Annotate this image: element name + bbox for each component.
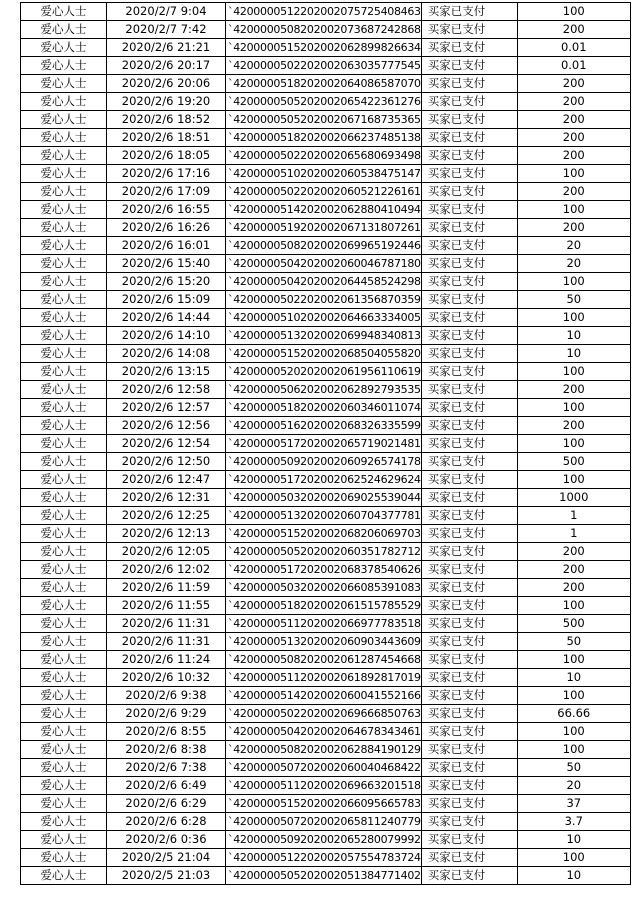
order-number-cell: `4200000507202002060040468422 (226, 759, 422, 777)
payment-status-cell: 买家已支付 (421, 777, 517, 795)
amount-cell: 100 (517, 723, 630, 741)
table-row (21, 687, 631, 705)
amount-cell: 200 (517, 93, 630, 111)
table-row (21, 435, 631, 453)
donor-name-cell: 爱心人士 (21, 759, 107, 777)
table-row (21, 363, 631, 381)
amount-cell: 10 (517, 345, 630, 363)
payment-time-cell: 2020/2/6 8:38 (107, 741, 226, 759)
donor-name-cell: 爱心人士 (21, 723, 107, 741)
payment-status-cell: 买家已支付 (421, 831, 517, 849)
payment-time-cell: 2020/2/7 7:42 (107, 21, 226, 39)
order-number-cell: `4200000508202002062884190129 (226, 741, 422, 759)
payment-status-cell: 买家已支付 (421, 21, 517, 39)
donor-name-cell: 爱心人士 (21, 291, 107, 309)
payment-status-cell: 买家已支付 (421, 129, 517, 147)
payment-time-cell: 2020/2/6 11:55 (107, 597, 226, 615)
order-number-cell: `4200000518202002064086587070 (226, 75, 422, 93)
payment-status-cell: 买家已支付 (421, 147, 517, 165)
donor-name-cell: 爱心人士 (21, 327, 107, 345)
order-number-cell: `4200000502202002063035777545 (226, 57, 422, 75)
payment-status-cell: 买家已支付 (421, 489, 517, 507)
donor-name-cell: 爱心人士 (21, 363, 107, 381)
table-row (21, 579, 631, 597)
payment-time-cell: 2020/2/6 17:09 (107, 183, 226, 201)
payment-time-cell: 2020/2/6 11:31 (107, 633, 226, 651)
table-row (21, 417, 631, 435)
donor-name-cell: 爱心人士 (21, 39, 107, 57)
order-number-cell: `4200000519202002067131807261 (226, 219, 422, 237)
amount-cell: 200 (517, 75, 630, 93)
payment-status-cell: 买家已支付 (421, 309, 517, 327)
donor-name-cell: 爱心人士 (21, 867, 107, 885)
donor-name-cell: 爱心人士 (21, 777, 107, 795)
payment-status-cell: 买家已支付 (421, 3, 517, 21)
table-row (21, 705, 631, 723)
payment-time-cell: 2020/2/5 21:04 (107, 849, 226, 867)
payment-time-cell: 2020/2/6 12:02 (107, 561, 226, 579)
order-number-cell: `4200000508202002069965192446 (226, 237, 422, 255)
payment-time-cell: 2020/2/6 9:38 (107, 687, 226, 705)
payment-status-cell: 买家已支付 (421, 435, 517, 453)
table-row (21, 75, 631, 93)
payment-time-cell: 2020/2/6 21:21 (107, 39, 226, 57)
order-number-cell: `4200000505202002067168735365 (226, 111, 422, 129)
table-row (21, 525, 631, 543)
payment-status-cell: 买家已支付 (421, 687, 517, 705)
payment-time-cell: 2020/2/6 6:49 (107, 777, 226, 795)
payment-status-cell: 买家已支付 (421, 651, 517, 669)
payment-time-cell: 2020/2/6 12:13 (107, 525, 226, 543)
donor-name-cell: 爱心人士 (21, 489, 107, 507)
payment-status-cell: 买家已支付 (421, 75, 517, 93)
order-number-cell: `4200000518202002066237485138 (226, 129, 422, 147)
table-row (21, 453, 631, 471)
table-row (21, 93, 631, 111)
payment-status-cell: 买家已支付 (421, 273, 517, 291)
donor-name-cell: 爱心人士 (21, 741, 107, 759)
amount-cell: 200 (517, 21, 630, 39)
order-number-cell: `4200000517202002062524629624 (226, 471, 422, 489)
donor-name-cell: 爱心人士 (21, 471, 107, 489)
donor-name-cell: 爱心人士 (21, 435, 107, 453)
donor-name-cell: 爱心人士 (21, 417, 107, 435)
donor-name-cell: 爱心人士 (21, 345, 107, 363)
payment-time-cell: 2020/2/6 12:50 (107, 453, 226, 471)
order-number-cell: `4200000518202002061515785529 (226, 597, 422, 615)
order-number-cell: `4200000513202002060704377781 (226, 507, 422, 525)
amount-cell: 20 (517, 255, 630, 273)
amount-cell: 50 (517, 291, 630, 309)
table-row (21, 39, 631, 57)
payment-status-cell: 买家已支付 (421, 633, 517, 651)
payment-time-cell: 2020/2/6 14:44 (107, 309, 226, 327)
donor-name-cell: 爱心人士 (21, 165, 107, 183)
amount-cell: 100 (517, 651, 630, 669)
order-number-cell: `4200000517202002065719021481 (226, 435, 422, 453)
payment-time-cell: 2020/2/6 12:56 (107, 417, 226, 435)
order-number-cell: `4200000502202002061356870359 (226, 291, 422, 309)
payment-status-cell: 买家已支付 (421, 741, 517, 759)
payment-time-cell: 2020/2/6 14:08 (107, 345, 226, 363)
amount-cell: 100 (517, 435, 630, 453)
order-number-cell: `4200000513202002060903443609 (226, 633, 422, 651)
payment-status-cell: 买家已支付 (421, 201, 517, 219)
order-number-cell: `4200000506202002062892793535 (226, 381, 422, 399)
payment-time-cell: 2020/2/6 16:26 (107, 219, 226, 237)
donor-name-cell: 爱心人士 (21, 111, 107, 129)
payment-status-cell: 买家已支付 (421, 381, 517, 399)
payment-time-cell: 2020/2/6 18:52 (107, 111, 226, 129)
donor-name-cell: 爱心人士 (21, 813, 107, 831)
order-number-cell: `4200000514202002060041552166 (226, 687, 422, 705)
table-row (21, 849, 631, 867)
table-row (21, 399, 631, 417)
amount-cell: 200 (517, 417, 630, 435)
payment-time-cell: 2020/2/6 0:36 (107, 831, 226, 849)
payment-time-cell: 2020/2/6 14:10 (107, 327, 226, 345)
amount-cell: 100 (517, 165, 630, 183)
payment-status-cell: 买家已支付 (421, 417, 517, 435)
table-row (21, 507, 631, 525)
payment-time-cell: 2020/2/6 10:32 (107, 669, 226, 687)
amount-cell: 200 (517, 147, 630, 165)
donor-name-cell: 爱心人士 (21, 129, 107, 147)
donor-name-cell: 爱心人士 (21, 237, 107, 255)
payment-time-cell: 2020/2/6 7:38 (107, 759, 226, 777)
table-row (21, 3, 631, 21)
amount-cell: 10 (517, 831, 630, 849)
order-number-cell: `4200000503202002066085391083 (226, 579, 422, 597)
payment-status-cell: 买家已支付 (421, 849, 517, 867)
payment-status-cell: 买家已支付 (421, 597, 517, 615)
payment-status-cell: 买家已支付 (421, 219, 517, 237)
payment-status-cell: 买家已支付 (421, 615, 517, 633)
payment-time-cell: 2020/2/6 12:54 (107, 435, 226, 453)
payment-time-cell: 2020/2/6 15:40 (107, 255, 226, 273)
amount-cell: 1 (517, 507, 630, 525)
donor-name-cell: 爱心人士 (21, 669, 107, 687)
table-row (21, 327, 631, 345)
donor-name-cell: 爱心人士 (21, 597, 107, 615)
order-number-cell: `4200000518202002060346011074 (226, 399, 422, 417)
donor-name-cell: 爱心人士 (21, 849, 107, 867)
table-row (21, 309, 631, 327)
amount-cell: 200 (517, 219, 630, 237)
payment-time-cell: 2020/2/6 18:51 (107, 129, 226, 147)
table-row (21, 345, 631, 363)
payment-time-cell: 2020/2/6 8:55 (107, 723, 226, 741)
order-number-cell: `4200000505202002065422361276 (226, 93, 422, 111)
amount-cell: 100 (517, 3, 630, 21)
donor-name-cell: 爱心人士 (21, 543, 107, 561)
payment-status-cell: 买家已支付 (421, 237, 517, 255)
order-number-cell: `4200000510202002060538475147 (226, 165, 422, 183)
table-row (21, 669, 631, 687)
donor-name-cell: 爱心人士 (21, 399, 107, 417)
amount-cell: 100 (517, 741, 630, 759)
payment-status-cell: 买家已支付 (421, 57, 517, 75)
payment-status-cell: 买家已支付 (421, 39, 517, 57)
amount-cell: 50 (517, 633, 630, 651)
table-row (21, 21, 631, 39)
table-row (21, 147, 631, 165)
order-number-cell: `4200000511202002061892817019 (226, 669, 422, 687)
donor-name-cell: 爱心人士 (21, 219, 107, 237)
payment-status-cell: 买家已支付 (421, 165, 517, 183)
table-row (21, 723, 631, 741)
table-row (21, 273, 631, 291)
payment-time-cell: 2020/2/6 16:01 (107, 237, 226, 255)
payment-time-cell: 2020/2/6 9:29 (107, 705, 226, 723)
payment-time-cell: 2020/2/6 6:28 (107, 813, 226, 831)
payment-time-cell: 2020/2/6 19:20 (107, 93, 226, 111)
order-number-cell: `4200000520202002061956110619 (226, 363, 422, 381)
amount-cell: 37 (517, 795, 630, 813)
payment-status-cell: 买家已支付 (421, 399, 517, 417)
order-number-cell: `4200000512202002075725408463 (226, 3, 422, 21)
donor-name-cell: 爱心人士 (21, 795, 107, 813)
amount-cell: 100 (517, 273, 630, 291)
order-number-cell: `4200000510202002064663334005 (226, 309, 422, 327)
payment-status-cell: 买家已支付 (421, 813, 517, 831)
donor-name-cell: 爱心人士 (21, 147, 107, 165)
amount-cell: 200 (517, 129, 630, 147)
amount-cell: 1000 (517, 489, 630, 507)
table-row (21, 237, 631, 255)
table-row (21, 813, 631, 831)
order-number-cell: `4200000517202002068378540626 (226, 561, 422, 579)
order-number-cell: `4200000507202002065811240779 (226, 813, 422, 831)
payment-status-cell: 买家已支付 (421, 705, 517, 723)
amount-cell: 50 (517, 759, 630, 777)
table-body (21, 3, 631, 885)
payment-time-cell: 2020/2/6 12:47 (107, 471, 226, 489)
table-row (21, 111, 631, 129)
payment-time-cell: 2020/2/6 11:59 (107, 579, 226, 597)
order-number-cell: `4200000504202002060046787180 (226, 255, 422, 273)
order-number-cell: `4200000508202002061287454668 (226, 651, 422, 669)
payment-time-cell: 2020/2/6 13:15 (107, 363, 226, 381)
amount-cell: 0.01 (517, 57, 630, 75)
amount-cell: 100 (517, 687, 630, 705)
order-number-cell: `4200000503202002069025539044 (226, 489, 422, 507)
amount-cell: 200 (517, 111, 630, 129)
payment-time-cell: 2020/2/6 11:31 (107, 615, 226, 633)
payment-time-cell: 2020/2/6 20:17 (107, 57, 226, 75)
payment-status-cell: 买家已支付 (421, 453, 517, 471)
order-number-cell: `4200000515202002062899826634 (226, 39, 422, 57)
donor-name-cell: 爱心人士 (21, 705, 107, 723)
donation-record-table (20, 2, 631, 885)
table-row (21, 633, 631, 651)
donor-name-cell: 爱心人士 (21, 273, 107, 291)
table-row (21, 867, 631, 885)
amount-cell: 20 (517, 777, 630, 795)
payment-status-cell: 买家已支付 (421, 543, 517, 561)
table-row (21, 615, 631, 633)
payment-time-cell: 2020/2/6 12:57 (107, 399, 226, 417)
donor-name-cell: 爱心人士 (21, 831, 107, 849)
payment-time-cell: 2020/2/6 12:05 (107, 543, 226, 561)
table-row (21, 597, 631, 615)
donor-name-cell: 爱心人士 (21, 93, 107, 111)
donor-name-cell: 爱心人士 (21, 21, 107, 39)
donor-name-cell: 爱心人士 (21, 579, 107, 597)
amount-cell: 100 (517, 471, 630, 489)
amount-cell: 100 (517, 363, 630, 381)
amount-cell: 200 (517, 579, 630, 597)
order-number-cell: `4200000508202002073687242868 (226, 21, 422, 39)
payment-status-cell: 买家已支付 (421, 93, 517, 111)
donor-name-cell: 爱心人士 (21, 309, 107, 327)
table-row (21, 795, 631, 813)
order-number-cell: `4200000513202002069948340813 (226, 327, 422, 345)
amount-cell: 100 (517, 309, 630, 327)
amount-cell: 10 (517, 327, 630, 345)
order-number-cell: `4200000505202002060351782712 (226, 543, 422, 561)
order-number-cell: `4200000502202002060521226161 (226, 183, 422, 201)
donor-name-cell: 爱心人士 (21, 381, 107, 399)
payment-time-cell: 2020/2/6 18:05 (107, 147, 226, 165)
payment-status-cell: 买家已支付 (421, 507, 517, 525)
payment-status-cell: 买家已支付 (421, 867, 517, 885)
donor-name-cell: 爱心人士 (21, 3, 107, 21)
payment-status-cell: 买家已支付 (421, 795, 517, 813)
payment-status-cell: 买家已支付 (421, 255, 517, 273)
payment-time-cell: 2020/2/6 17:16 (107, 165, 226, 183)
amount-cell: 100 (517, 597, 630, 615)
donor-name-cell: 爱心人士 (21, 525, 107, 543)
amount-cell: 200 (517, 561, 630, 579)
amount-cell: 200 (517, 183, 630, 201)
payment-status-cell: 买家已支付 (421, 579, 517, 597)
donor-name-cell: 爱心人士 (21, 75, 107, 93)
donor-name-cell: 爱心人士 (21, 57, 107, 75)
amount-cell: 500 (517, 615, 630, 633)
payment-time-cell: 2020/2/6 11:24 (107, 651, 226, 669)
order-number-cell: `4200000514202002062880410494 (226, 201, 422, 219)
payment-time-cell: 2020/2/5 21:03 (107, 867, 226, 885)
order-number-cell: `4200000509202002060926574178 (226, 453, 422, 471)
donor-name-cell: 爱心人士 (21, 687, 107, 705)
payment-time-cell: 2020/2/6 6:29 (107, 795, 226, 813)
donor-name-cell: 爱心人士 (21, 507, 107, 525)
donor-name-cell: 爱心人士 (21, 561, 107, 579)
payment-status-cell: 买家已支付 (421, 759, 517, 777)
payment-status-cell: 买家已支付 (421, 291, 517, 309)
table-row (21, 471, 631, 489)
amount-cell: 10 (517, 867, 630, 885)
order-number-cell: `4200000509202002065280079992 (226, 831, 422, 849)
donor-name-cell: 爱心人士 (21, 615, 107, 633)
order-number-cell: `4200000504202002064458524298 (226, 273, 422, 291)
payment-time-cell: 2020/2/6 12:31 (107, 489, 226, 507)
payment-time-cell: 2020/2/6 15:09 (107, 291, 226, 309)
amount-cell: 1 (517, 525, 630, 543)
payment-status-cell: 买家已支付 (421, 471, 517, 489)
payment-time-cell: 2020/2/6 20:06 (107, 75, 226, 93)
payment-time-cell: 2020/2/6 12:58 (107, 381, 226, 399)
amount-cell: 100 (517, 849, 630, 867)
amount-cell: 10 (517, 669, 630, 687)
amount-cell: 200 (517, 381, 630, 399)
donor-name-cell: 爱心人士 (21, 183, 107, 201)
payment-status-cell: 买家已支付 (421, 327, 517, 345)
payment-time-cell: 2020/2/6 16:55 (107, 201, 226, 219)
order-number-cell: `4200000504202002064678343461 (226, 723, 422, 741)
table-row (21, 651, 631, 669)
table-row (21, 489, 631, 507)
payment-status-cell: 买家已支付 (421, 363, 517, 381)
table-row (21, 129, 631, 147)
table-row (21, 381, 631, 399)
table-row (21, 561, 631, 579)
donor-name-cell: 爱心人士 (21, 201, 107, 219)
order-number-cell: `4200000505202002051384771402 (226, 867, 422, 885)
payment-status-cell: 买家已支付 (421, 525, 517, 543)
donor-name-cell: 爱心人士 (21, 453, 107, 471)
donor-name-cell: 爱心人士 (21, 651, 107, 669)
order-number-cell: `4200000502202002065680693498 (226, 147, 422, 165)
amount-cell: 500 (517, 453, 630, 471)
donor-name-cell: 爱心人士 (21, 633, 107, 651)
table-row (21, 183, 631, 201)
table-row (21, 759, 631, 777)
amount-cell: 3.7 (517, 813, 630, 831)
table-row (21, 291, 631, 309)
amount-cell: 20 (517, 237, 630, 255)
payment-time-cell: 2020/2/6 15:20 (107, 273, 226, 291)
payment-status-cell: 买家已支付 (421, 345, 517, 363)
amount-cell: 100 (517, 201, 630, 219)
payment-time-cell: 2020/2/6 12:25 (107, 507, 226, 525)
payment-status-cell: 买家已支付 (421, 111, 517, 129)
order-number-cell: `4200000502202002069666850763 (226, 705, 422, 723)
table-row (21, 57, 631, 75)
table-row (21, 255, 631, 273)
amount-cell: 100 (517, 399, 630, 417)
table-row (21, 543, 631, 561)
table-row (21, 201, 631, 219)
order-number-cell: `4200000515202002066095665783 (226, 795, 422, 813)
order-number-cell: `4200000515202002068206069703 (226, 525, 422, 543)
table-row (21, 219, 631, 237)
payment-status-cell: 买家已支付 (421, 669, 517, 687)
order-number-cell: `4200000515202002068504055820 (226, 345, 422, 363)
donor-name-cell: 爱心人士 (21, 255, 107, 273)
payment-time-cell: 2020/2/7 9:04 (107, 3, 226, 21)
table-row (21, 777, 631, 795)
order-number-cell: `4200000511202002066977783518 (226, 615, 422, 633)
order-number-cell: `4200000511202002069663201518 (226, 777, 422, 795)
table-row (21, 741, 631, 759)
order-number-cell: `4200000516202002068326335599 (226, 417, 422, 435)
table-row (21, 831, 631, 849)
order-number-cell: `4200000512202002057554783724 (226, 849, 422, 867)
payment-status-cell: 买家已支付 (421, 561, 517, 579)
amount-cell: 0.01 (517, 39, 630, 57)
payment-status-cell: 买家已支付 (421, 723, 517, 741)
amount-cell: 66.66 (517, 705, 630, 723)
payment-status-cell: 买家已支付 (421, 183, 517, 201)
amount-cell: 200 (517, 543, 630, 561)
table-row (21, 165, 631, 183)
